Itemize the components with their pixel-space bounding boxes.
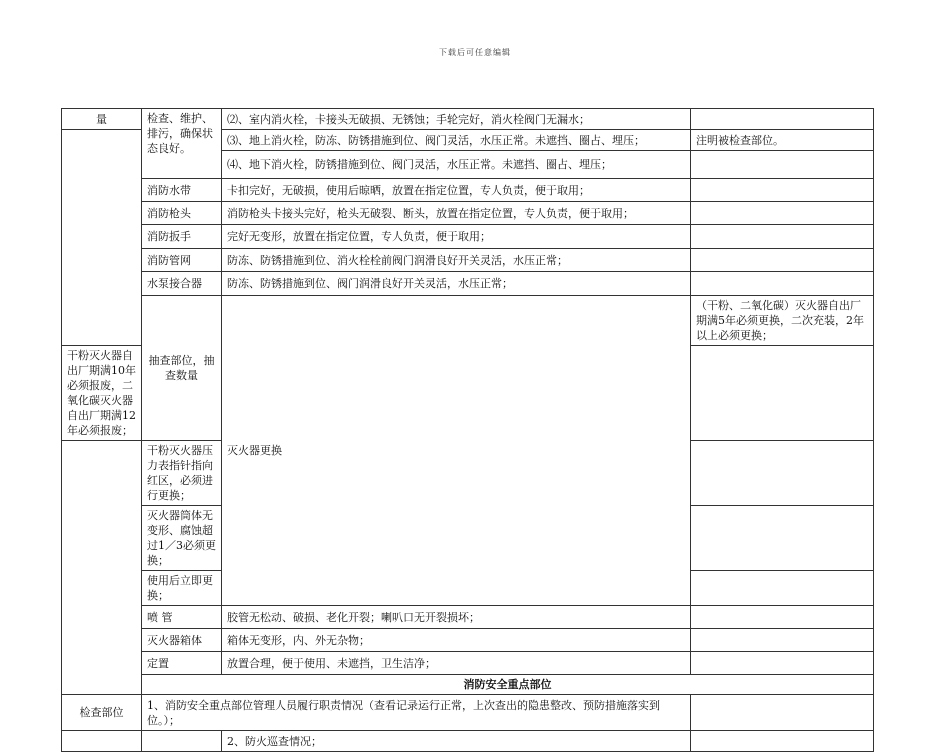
standard-cell: 2、防火巡查情况；	[222, 731, 691, 752]
item-cell-extinguisher-replace: 灭火器更换	[222, 296, 691, 606]
standard-cell: （干粉、二氧化碳）灭火器自出厂期满5年必须更换，二次充装，2年以上必须更换；	[691, 296, 874, 346]
standard-cell: ⑷、地下消火栓，防锈措施到位、阀门灵活，水压正常。未遮挡、圈占、埋压；	[222, 151, 691, 179]
item-cell-wrench: 消防扳手	[142, 225, 222, 249]
category-cell-quantity: 量	[62, 109, 142, 130]
standard-cell: 放置合理，便于使用、未遮挡，卫生洁净；	[222, 652, 691, 675]
item-cell-pipe-network: 消防管网	[142, 249, 222, 272]
category-cell-sampling: 抽查部位，抽查数量	[142, 296, 222, 441]
category-cell-empty	[62, 130, 142, 346]
remark-cell	[691, 225, 874, 249]
item-cell-cabinet: 灭火器箱体	[142, 629, 222, 652]
remark-cell	[691, 606, 874, 629]
item-cell-nozzle: 消防枪头	[142, 202, 222, 225]
remark-cell	[691, 571, 874, 606]
standard-cell: 干粉灭火器自出厂期满10年必须报废，二氧化碳灭火器自出厂期满12年必须报废；	[62, 346, 142, 441]
item-cell-placement: 定置	[142, 652, 222, 675]
remark-cell	[691, 202, 874, 225]
category-cell-empty	[62, 731, 142, 752]
standard-cell: 防冻、防锈措施到位、消火栓栓前阀门润滑良好开关灵活，水压正常；	[222, 249, 691, 272]
remark-cell	[691, 695, 874, 731]
category-cell-empty	[62, 441, 142, 695]
standard-cell: 消防枪头卡接头完好，枪头无破裂、断头，放置在指定位置，专人负责，便于取用；	[222, 202, 691, 225]
section-heading: 消防安全重点部位	[142, 675, 874, 695]
standard-cell: 灭火器筒体无变形、腐蚀超过1／3必须更换；	[142, 506, 222, 571]
standard-cell: 箱体无变形，内、外无杂物；	[222, 629, 691, 652]
standard-cell: ⑶、地上消火栓，防冻、防锈措施到位、阀门灵活，水压正常。未遮挡、圈占、埋压；	[222, 130, 691, 151]
page-header: 下载后可任意编辑	[439, 48, 511, 57]
remark-cell	[691, 272, 874, 296]
standard-cell: 使用后立即更换；	[142, 571, 222, 606]
remark-cell	[691, 629, 874, 652]
remark-cell	[691, 109, 874, 130]
remark-cell	[691, 506, 874, 571]
remark-cell	[691, 179, 874, 202]
remark-cell	[691, 652, 874, 675]
remark-cell	[691, 249, 874, 272]
item-cell-hose: 消防水带	[142, 179, 222, 202]
item-cell-pump-adapter: 水泵接合器	[142, 272, 222, 296]
standard-cell: 完好无变形，放置在指定位置，专人负责，便于取用；	[222, 225, 691, 249]
remark-cell	[691, 151, 874, 179]
standard-cell: 卡扣完好，无破损，使用后晾晒，放置在指定位置，专人负责，便于取用；	[222, 179, 691, 202]
standard-cell: 干粉灭火器压力表指针指向红区，必须进行更换；	[142, 441, 222, 506]
remark-cell	[691, 346, 874, 441]
standard-cell: 胶管无松动、破损、老化开裂；喇叭口无开裂损坏；	[222, 606, 691, 629]
standard-cell: 防冻、防锈措施到位、阀门润滑良好开关灵活，水压正常；	[222, 272, 691, 296]
standard-cell: 1、消防安全重点部位管理人员履行职责情况（查看记录运行正常，上次查出的隐患整改、预防措施落实到位。）；	[142, 695, 691, 731]
item-cell-spray-tube: 喷 管	[142, 606, 222, 629]
remark-cell	[691, 731, 874, 752]
item-cell-empty	[142, 731, 222, 752]
fire-inspection-table	[61, 108, 874, 752]
category-cell-inspection-site: 检查部位	[62, 695, 142, 731]
standard-cell: ⑵、室内消火栓，卡接头无破损、无锈蚀；手轮完好，消火栓阀门无漏水；	[222, 109, 691, 130]
remark-cell-note: 注明被检查部位。	[691, 130, 874, 151]
item-cell-maintenance: 检查、维护、排污，确保状态良好。	[142, 109, 222, 179]
remark-cell	[691, 441, 874, 506]
